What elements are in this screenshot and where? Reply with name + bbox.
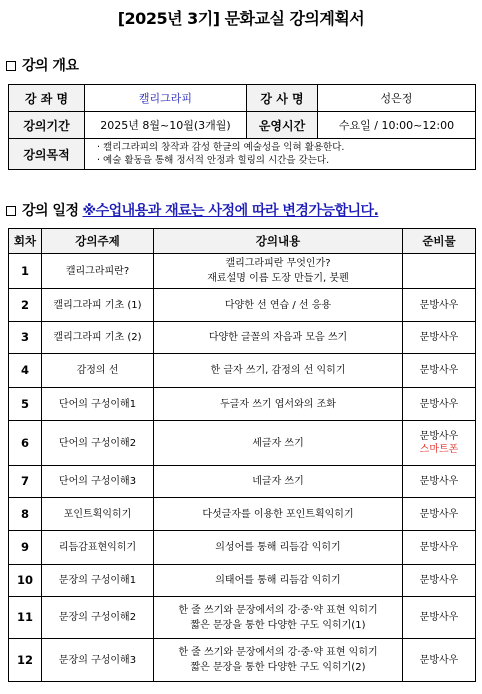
time-value: 수요일 / 10:00~12:00 [318, 112, 476, 139]
session-supplies [403, 639, 476, 682]
content-line: 두글자 쓰기 엽서와의 조화 [220, 398, 336, 410]
session-topic: 문장의 구성이해2 [42, 597, 154, 639]
session-topic: 단어의 구성이해2 [42, 421, 154, 466]
overview-table [8, 84, 476, 170]
table-row [9, 388, 476, 421]
content-line: 의태어를 통해 리듬감 익히기 [215, 575, 341, 586]
content-line: 세글자 쓰기 [252, 437, 304, 449]
document-title: [2025년 3기] 문화교실 강의계획서 [117, 9, 365, 28]
content-line: 다양한 선 연습 / 선 응용 [224, 299, 332, 311]
content-line: 다양한 글꼴의 자음과 모음 쓰기 [208, 332, 348, 343]
session-number: 7 [9, 466, 42, 498]
session-topic: 문장의 구성이해1 [42, 565, 154, 597]
content-line: 의성어를 통해 리듬감 익히기 [215, 542, 341, 553]
session-supplies [403, 498, 476, 531]
session-content [154, 531, 403, 565]
header-content: 강의내용 [154, 229, 403, 254]
overview-heading-text: 강의 개요 [22, 58, 79, 74]
session-content [154, 421, 403, 466]
supply-item: 문방사우 [419, 431, 459, 442]
session-content [154, 254, 403, 289]
session-topic: 포인트획익히기 [42, 498, 154, 531]
content-line: 짧은 문장을 통한 다양한 구도 익히기(2) [190, 662, 366, 673]
purpose-line: · 예술 활동을 통해 정서적 안정과 힐링의 시간을 갖는다. [97, 155, 330, 166]
session-number: 6 [9, 421, 42, 466]
table-row [9, 498, 476, 531]
session-topic: 단어의 구성이해3 [42, 466, 154, 498]
session-topic: 감정의 선 [42, 354, 154, 388]
header-session: 회차 [9, 229, 42, 254]
session-supplies [403, 254, 476, 289]
supply-item-extra: 스마트폰 [419, 444, 459, 455]
table-row [9, 354, 476, 388]
session-content [154, 322, 403, 354]
session-supplies [403, 531, 476, 565]
session-supplies [403, 597, 476, 639]
course-label: 강 좌 명 [9, 85, 85, 112]
session-content [154, 466, 403, 498]
session-number: 4 [9, 354, 42, 388]
instructor-value: 성은정 [318, 85, 476, 112]
session-topic: 문장의 구성이해3 [42, 639, 154, 682]
session-topic: 캘리그라피 기초 (2) [42, 322, 154, 354]
checkbox-square-icon [6, 61, 16, 71]
session-supplies [403, 322, 476, 354]
session-content [154, 388, 403, 421]
content-line: 한 줄 쓰기와 문장에서의 강·중·약 표현 익히기 [178, 604, 378, 616]
content-line: 네글자 쓰기 [252, 476, 304, 487]
session-content [154, 354, 403, 388]
schedule-table [8, 228, 476, 682]
table-row [9, 565, 476, 597]
schedule-heading-text: 강의 일정 [22, 203, 79, 219]
header-topic: 강의주제 [42, 229, 154, 254]
session-number: 5 [9, 388, 42, 421]
session-topic: 캘리그라피란? [42, 254, 154, 289]
session-content [154, 289, 403, 322]
content-line: 한 줄 쓰기와 문장에서의 강·중·약 표현 익히기 [178, 647, 378, 658]
table-row [9, 289, 476, 322]
supply-item: 문방사우 [419, 612, 459, 623]
session-topic: 단어의 구성이해1 [42, 388, 154, 421]
purpose-label: 강의목적 [9, 139, 85, 170]
instructor-label: 강 사 명 [247, 85, 318, 112]
purpose-line: · 캘리그라피의 창작과 감성 한글의 예술성을 익혀 활용한다. [97, 142, 345, 153]
content-line: 다섯글자를 이용한 포인트획익히기 [202, 508, 354, 520]
session-topic: 캘리그라피 기초 (1) [42, 289, 154, 322]
supply-item: 문방사우 [419, 365, 459, 376]
supply-item: 문방사우 [419, 508, 459, 520]
supply-item: 문방사우 [419, 654, 459, 666]
purpose-cell [85, 139, 476, 170]
schedule-heading [6, 200, 378, 220]
table-row [9, 531, 476, 565]
header-supplies: 준비물 [403, 229, 476, 254]
table-row [9, 421, 476, 466]
checkbox-square-icon [6, 206, 16, 216]
content-line: 캘리그라피란 무엇인가? [225, 258, 331, 269]
session-number: 8 [9, 498, 42, 531]
session-supplies [403, 421, 476, 466]
session-number: 11 [9, 597, 42, 639]
session-number: 3 [9, 322, 42, 354]
session-number: 12 [9, 639, 42, 682]
table-row [9, 466, 476, 498]
session-topic: 리듬감표현익히기 [42, 531, 154, 565]
course-value: 캘리그라피 [85, 85, 247, 112]
content-line: 짧은 문장을 통한 다양한 구도 익히기(1) [190, 619, 366, 631]
table-row [9, 639, 476, 682]
supply-item: 문방사우 [419, 398, 459, 410]
content-line: 재료설명 이름 도장 만들기, 붓펜 [207, 273, 349, 284]
session-supplies [403, 466, 476, 498]
session-supplies [403, 354, 476, 388]
content-line: 한 글자 쓰기, 감정의 선 익히기 [210, 365, 346, 376]
overview-heading [6, 55, 78, 75]
supply-item: 문방사우 [419, 332, 459, 343]
table-row [9, 322, 476, 354]
session-content [154, 498, 403, 531]
session-content [154, 565, 403, 597]
session-content [154, 639, 403, 682]
table-row [9, 254, 476, 289]
session-number: 1 [9, 254, 42, 289]
supply-item: 문방사우 [419, 299, 459, 311]
schedule-body [9, 254, 476, 682]
session-supplies [403, 388, 476, 421]
session-number: 2 [9, 289, 42, 322]
session-supplies [403, 565, 476, 597]
supply-item: 문방사우 [419, 476, 459, 487]
period-label: 강의기간 [9, 112, 85, 139]
period-value: 2025년 8월~10월(3개월) [85, 112, 247, 139]
time-label: 운영시간 [247, 112, 318, 139]
supply-item: 문방사우 [419, 542, 459, 553]
schedule-note: ※수업내용과 재료는 사정에 따라 변경가능합니다. [82, 203, 379, 219]
session-supplies [403, 289, 476, 322]
session-content [154, 597, 403, 639]
session-number: 9 [9, 531, 42, 565]
session-number: 10 [9, 565, 42, 597]
table-row [9, 597, 476, 639]
supply-item: 문방사우 [419, 575, 459, 586]
